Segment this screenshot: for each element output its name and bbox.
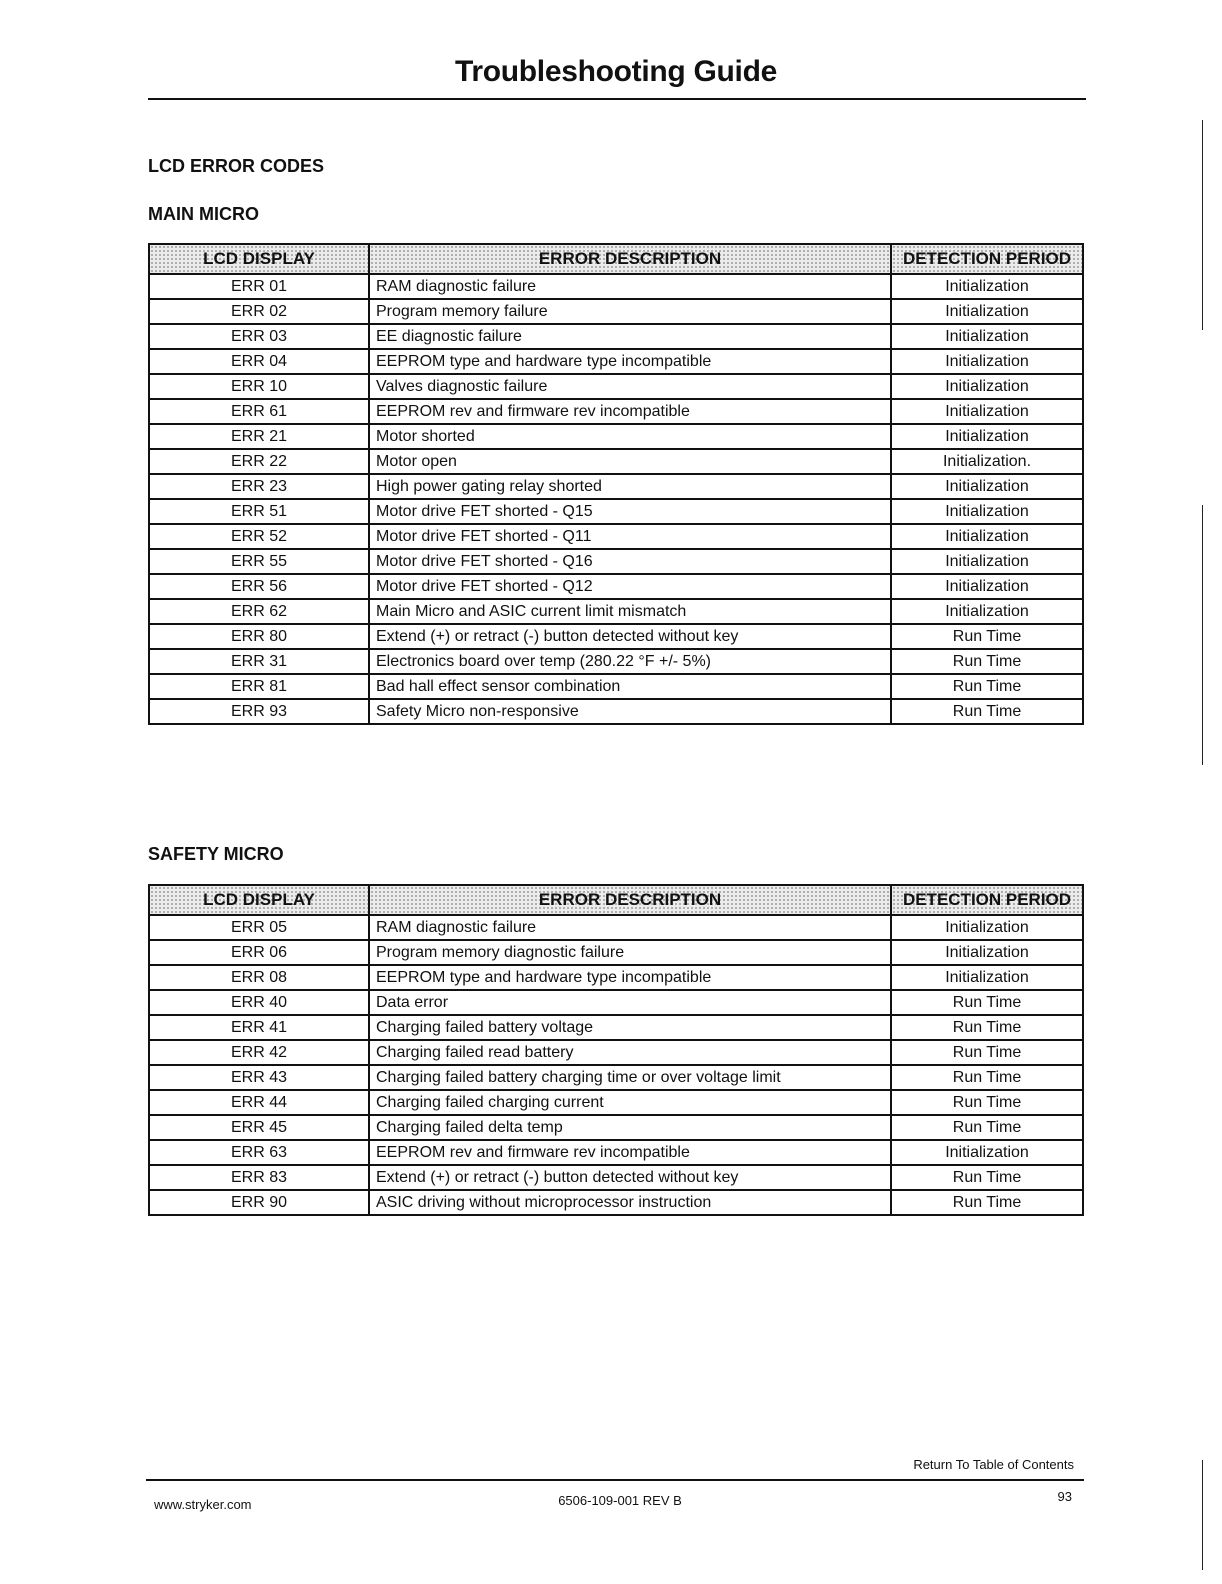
table-row [149,599,1083,624]
error-description-cell: ASIC driving without microprocessor instruction [369,1190,891,1215]
error-description-cell: Safety Micro non-responsive [369,699,891,724]
error-description-cell: Charging failed battery charging time or over voltage limit [369,1065,891,1090]
error-description-cell: EEPROM type and hardware type incompatible [369,349,891,374]
page-title: Troubleshooting Guide [454,55,778,88]
error-code-cell: ERR 03 [149,324,369,349]
table-row [149,374,1083,399]
error-description-cell: Motor drive FET shorted - Q16 [369,549,891,574]
error-code-cell: ERR 42 [149,1040,369,1065]
safety-micro-rows [149,915,1083,1215]
detection-period-cell: Initialization [891,274,1083,299]
scan-edge-mark [1202,505,1203,765]
table-row [149,990,1083,1015]
table-header-row [149,885,1083,915]
error-description-cell: Charging failed charging current [369,1090,891,1115]
detection-period-cell: Run Time [891,674,1083,699]
detection-period-cell: Initialization [891,574,1083,599]
error-description-cell: Program memory failure [369,299,891,324]
table-row [149,424,1083,449]
error-description-cell: EE diagnostic failure [369,324,891,349]
detection-period-cell: Initialization [891,524,1083,549]
main-micro-table [148,243,1084,725]
safety-micro-table [148,884,1084,1216]
error-code-cell: ERR 21 [149,424,369,449]
error-code-cell: ERR 10 [149,374,369,399]
main-micro-heading: MAIN MICRO [148,204,259,224]
detection-period-cell: Run Time [891,649,1083,674]
detection-period-cell: Run Time [891,1165,1083,1190]
table-row [149,1165,1083,1190]
col-header-lcd-display: LCD DISPLAY [149,244,369,274]
table-row [149,474,1083,499]
footer-website: www.stryker.com [154,1497,252,1512]
table-row [149,324,1083,349]
footer-rule [146,1479,1084,1481]
error-description-cell: EEPROM type and hardware type incompatible [369,965,891,990]
table-row [149,499,1083,524]
error-description-cell: Motor shorted [369,424,891,449]
col-header-detection-period: DETECTION PERIOD [891,244,1083,274]
detection-period-cell: Initialization [891,374,1083,399]
error-description-cell: Electronics board over temp (280.22 °F +/- 5%) [369,649,891,674]
table-row [149,299,1083,324]
error-description-cell: Valves diagnostic failure [369,374,891,399]
detection-period-cell: Initialization [891,474,1083,499]
error-code-cell: ERR 05 [149,915,369,940]
detection-period-cell: Initialization [891,299,1083,324]
error-description-cell: High power gating relay shorted [369,474,891,499]
error-code-cell: ERR 04 [149,349,369,374]
error-code-cell: ERR 93 [149,699,369,724]
error-description-cell: RAM diagnostic failure [369,915,891,940]
error-description-cell: Charging failed delta temp [369,1115,891,1140]
table-row [149,1190,1083,1215]
detection-period-cell: Initialization. [891,449,1083,474]
main-micro-rows [149,274,1083,724]
error-description-cell: Charging failed battery voltage [369,1015,891,1040]
detection-period-cell: Run Time [891,1015,1083,1040]
error-description-cell: Extend (+) or retract (-) button detected without key [369,1165,891,1190]
scan-edge-mark [1202,1460,1203,1570]
detection-period-cell: Initialization [891,1140,1083,1165]
error-code-cell: ERR 55 [149,549,369,574]
error-description-cell: Extend (+) or retract (-) button detected without key [369,624,891,649]
table-row [149,1015,1083,1040]
table-row [149,1065,1083,1090]
detection-period-cell: Initialization [891,399,1083,424]
error-description-cell: Data error [369,990,891,1015]
error-description-cell: Motor drive FET shorted - Q12 [369,574,891,599]
table-row [149,449,1083,474]
detection-period-cell: Initialization [891,915,1083,940]
detection-period-cell: Run Time [891,1065,1083,1090]
error-code-cell: ERR 56 [149,574,369,599]
detection-period-cell: Run Time [891,624,1083,649]
table-row [149,624,1083,649]
error-code-cell: ERR 81 [149,674,369,699]
error-code-cell: ERR 80 [149,624,369,649]
table-row [149,549,1083,574]
scan-edge-mark [1202,120,1203,330]
detection-period-cell: Initialization [891,549,1083,574]
detection-period-cell: Run Time [891,990,1083,1015]
table-row [149,915,1083,940]
table-row [149,1090,1083,1115]
detection-period-cell: Initialization [891,499,1083,524]
table-row [149,965,1083,990]
table-row [149,524,1083,549]
detection-period-cell: Initialization [891,599,1083,624]
col-header-error-description: ERROR DESCRIPTION [369,244,891,274]
error-code-cell: ERR 22 [149,449,369,474]
error-code-cell: ERR 40 [149,990,369,1015]
table-row [149,1140,1083,1165]
col-header-lcd-display: LCD DISPLAY [149,885,369,915]
error-code-cell: ERR 43 [149,1065,369,1090]
table-row [149,699,1083,724]
error-code-cell: ERR 31 [149,649,369,674]
error-description-cell: Motor open [369,449,891,474]
table-row [149,274,1083,299]
table-row [149,399,1083,424]
detection-period-cell: Run Time [891,1115,1083,1140]
detection-period-cell: Run Time [891,1040,1083,1065]
error-description-cell: Motor drive FET shorted - Q11 [369,524,891,549]
error-code-cell: ERR 63 [149,1140,369,1165]
error-code-cell: ERR 02 [149,299,369,324]
error-code-cell: ERR 01 [149,274,369,299]
error-description-cell: Charging failed read battery [369,1040,891,1065]
error-description-cell: RAM diagnostic failure [369,274,891,299]
table-row [149,574,1083,599]
detection-period-cell: Initialization [891,940,1083,965]
error-code-cell: ERR 83 [149,1165,369,1190]
detection-period-cell: Initialization [891,349,1083,374]
error-code-cell: ERR 41 [149,1015,369,1040]
detection-period-cell: Run Time [891,699,1083,724]
table-row [149,649,1083,674]
error-code-cell: ERR 23 [149,474,369,499]
col-header-error-description: ERROR DESCRIPTION [369,885,891,915]
safety-micro-heading: SAFETY MICRO [148,844,284,864]
detection-period-cell: Initialization [891,965,1083,990]
return-to-contents-link[interactable]: Return To Table of Contents [913,1457,1074,1472]
error-description-cell: Bad hall effect sensor combination [369,674,891,699]
error-code-cell: ERR 06 [149,940,369,965]
footer-page-number: 93 [1057,1489,1072,1504]
table-row [149,349,1083,374]
detection-period-cell: Initialization [891,424,1083,449]
error-code-cell: ERR 90 [149,1190,369,1215]
col-header-detection-period: DETECTION PERIOD [891,885,1083,915]
table-row [149,1040,1083,1065]
error-code-cell: ERR 44 [149,1090,369,1115]
error-description-cell: EEPROM rev and firmware rev incompatible [369,1140,891,1165]
footer-document-number: 6506-109-001 REV B [558,1493,682,1508]
detection-period-cell: Run Time [891,1090,1083,1115]
error-code-cell: ERR 08 [149,965,369,990]
error-code-cell: ERR 51 [149,499,369,524]
error-description-cell: Program memory diagnostic failure [369,940,891,965]
error-description-cell: Motor drive FET shorted - Q15 [369,499,891,524]
detection-period-cell: Run Time [891,1190,1083,1215]
table-header-row [149,244,1083,274]
error-code-cell: ERR 45 [149,1115,369,1140]
table-row [149,940,1083,965]
error-code-cell: ERR 61 [149,399,369,424]
table-row [149,674,1083,699]
detection-period-cell: Initialization [891,324,1083,349]
error-code-cell: ERR 52 [149,524,369,549]
table-row [149,1115,1083,1140]
error-code-cell: ERR 62 [149,599,369,624]
error-description-cell: EEPROM rev and firmware rev incompatible [369,399,891,424]
title-rule [148,98,1086,100]
error-description-cell: Main Micro and ASIC current limit mismatch [369,599,891,624]
section-heading: LCD ERROR CODES [148,156,325,176]
